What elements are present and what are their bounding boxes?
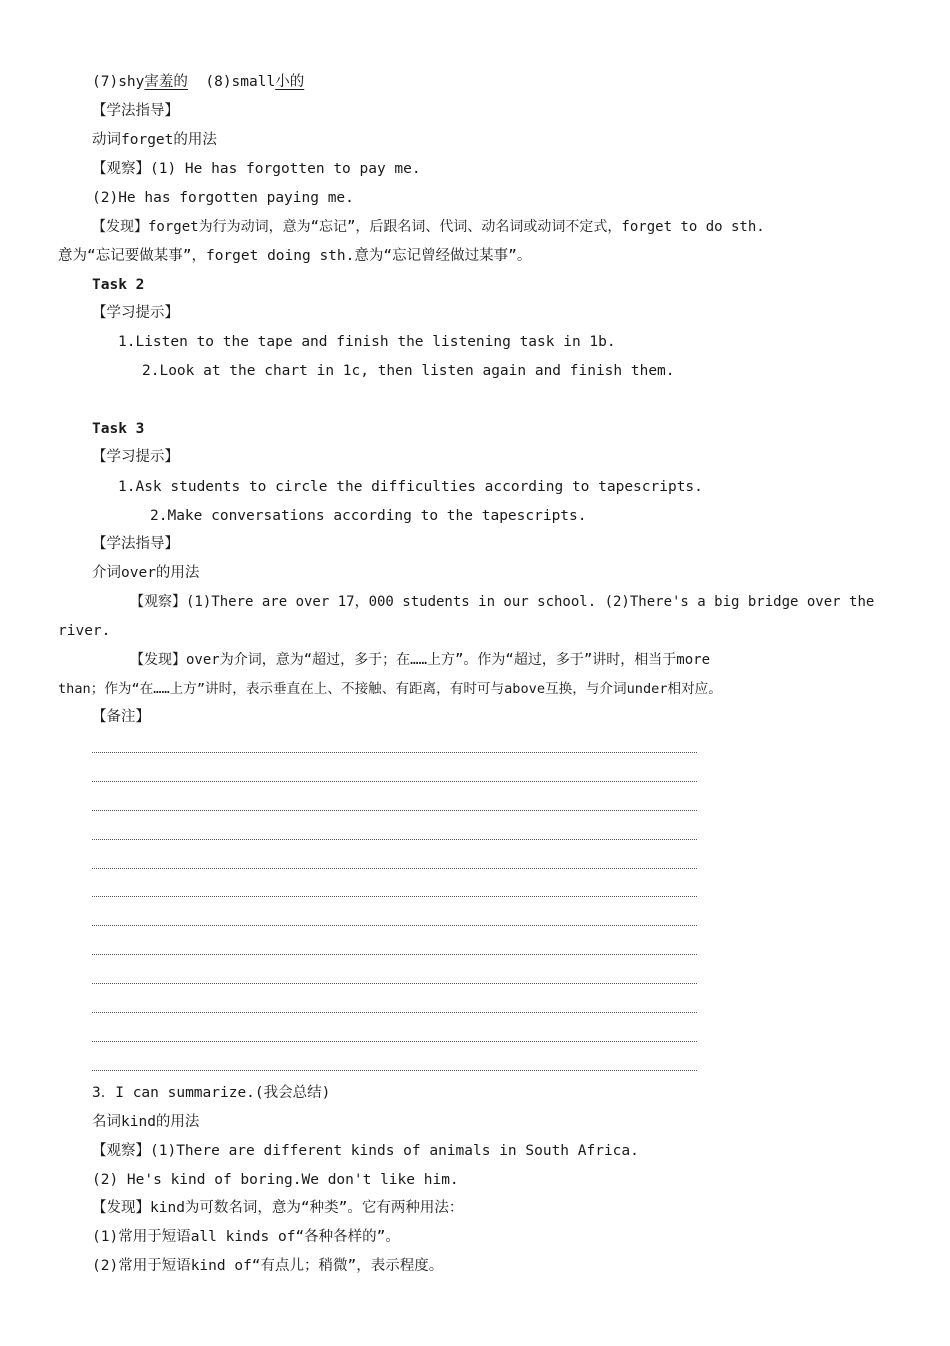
vocab-item8-meaning: 小的 (275, 74, 305, 90)
task2-title: Task 2 (92, 277, 145, 293)
guide1-find-line-1: 【发现】forget为行为动词，意为“忘记”，后跟名词、代词、动名词或动词不定式，forget to do sth. (92, 219, 765, 235)
summary-topic: 名词kind的用法 (92, 1114, 200, 1130)
summary-usage-2: (2)常用于短语kind of“有点儿；稍微”，表示程度。 (92, 1258, 444, 1274)
task3-title: Task 3 (92, 421, 145, 437)
summary-title: 3．I can summarize.(我会总结) (92, 1085, 331, 1101)
note-line (92, 868, 697, 869)
guide2-find-line-1: 【发现】over为介词，意为“超过，多于；在……上方”。作为“超过，多于”讲时，相当于more (130, 652, 710, 668)
task3-item-2: 2.Make conversations according to the tapescripts. (150, 508, 587, 524)
task3-item-1: 1.Ask students to circle the difficulties according to tapescripts. (118, 479, 703, 495)
task3-hint-heading: 【学习提示】 (92, 449, 179, 465)
guide2-observe-line-2: river. (58, 623, 111, 639)
note-line (92, 781, 697, 782)
note-line (92, 752, 697, 753)
vocab-item7-meaning: 害羞的 (144, 74, 188, 90)
task2-item-2: 2.Look at the chart in 1c, then listen again and finish them. (142, 363, 675, 379)
guide1-find-line-2: 意为“忘记要做某事”，forget doing sth.意为“忘记曾经做过某事”。 (58, 248, 532, 264)
vocab-item7-label: (7)shy (92, 74, 145, 90)
guide2-heading: 【学法指导】 (92, 536, 179, 552)
notes-heading: 【备注】 (92, 709, 150, 725)
note-line (92, 954, 697, 955)
note-line (92, 1012, 697, 1013)
guide1-observe-1: 【观察】(1) He has forgotten to pay me. (92, 161, 421, 177)
guide2-find-line-2: than；作为“在……上方”讲时，表示垂直在上、不接触、有距离，有时可与above互换，与介词under相对应。 (58, 681, 722, 697)
guide2-observe-line-1: 【观察】(1)There are over 17，000 students in our school. (2)There's a big bridge over the (130, 594, 875, 610)
task2-item-1: 1.Listen to the tape and finish the listening task in 1b. (118, 334, 616, 350)
guide2-topic: 介词over的用法 (92, 565, 200, 581)
summary-observe-2: (2) He's kind of boring.We don't like him. (92, 1172, 459, 1188)
task2-hint-heading: 【学习提示】 (92, 305, 179, 321)
summary-find: 【发现】kind为可数名词，意为“种类”。它有两种用法： (92, 1200, 464, 1216)
note-line (92, 1041, 697, 1042)
note-line (92, 1070, 697, 1071)
note-line (92, 983, 697, 984)
vocab-item8-label: (8)small (205, 74, 276, 90)
guide1-observe-2: (2)He has forgotten paying me. (92, 190, 354, 206)
note-line (92, 896, 697, 897)
vocab-line (92, 72, 304, 92)
note-line (92, 925, 697, 926)
summary-usage-1: (1)常用于短语all kinds of“各种各样的”。 (92, 1229, 400, 1245)
summary-observe-1: 【观察】(1)There are different kinds of animals in South Africa. (92, 1143, 639, 1159)
note-line (92, 839, 697, 840)
guide1-heading: 【学法指导】 (92, 103, 179, 119)
guide1-topic: 动词forget的用法 (92, 132, 217, 148)
note-line (92, 810, 697, 811)
